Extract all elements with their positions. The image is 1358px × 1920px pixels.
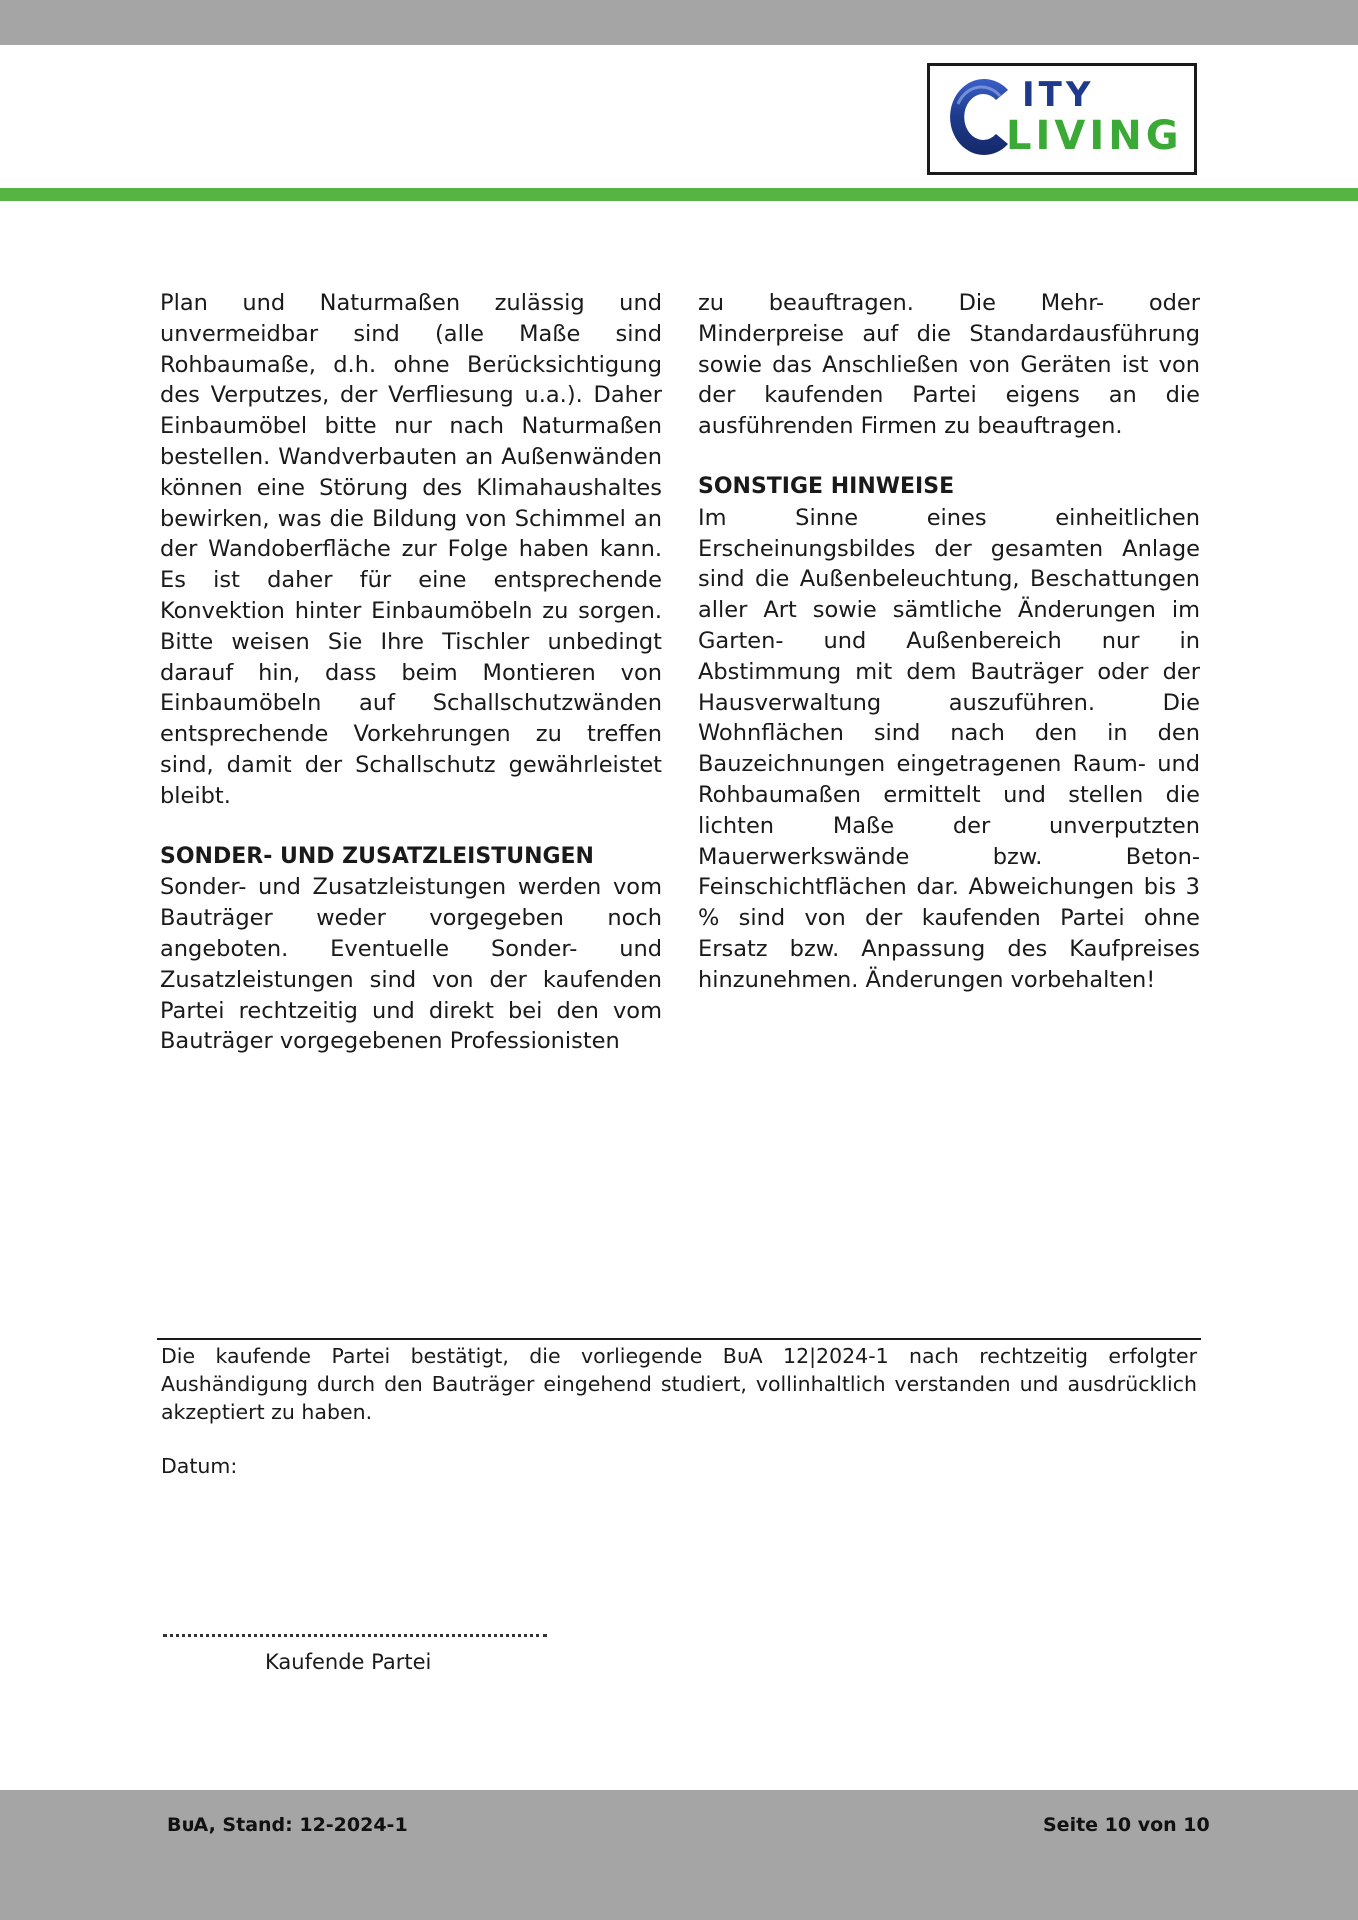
signature-label: Kaufende Partei	[265, 1650, 432, 1674]
confirmation-divider	[157, 1338, 1201, 1340]
right-column	[698, 288, 1200, 996]
footer-document-status: BᴜA, Stand: 12-2024-1	[167, 1814, 408, 1836]
heading-sonstige-hinweise: SONSTIGE HINWEISE	[698, 473, 955, 499]
footer-band	[0, 1790, 1358, 1920]
confirmation-text: Die kaufende Partei bestätigt, die vorliegende BᴜA 12|2024-1 nach rechtzeitig erfolgter Aushändigung durch den Bauträger eingehend studiert, vollinhaltlich verstanden und ausdrücklich akzeptiert zu haben.	[161, 1344, 1197, 1424]
logo-text-living: LIVING	[1006, 113, 1183, 159]
top-band	[0, 0, 1358, 45]
signature-line	[163, 1634, 547, 1637]
heading-sonder-zusatzleistungen: SONDER- UND ZUSATZLEISTUNGEN	[160, 843, 594, 869]
logo-text-ity: ITY	[1022, 75, 1095, 115]
footer-page-number: Seite 10 von 10	[1043, 1814, 1210, 1836]
left-column	[160, 288, 662, 1057]
city-living-logo	[927, 63, 1197, 175]
date-label: Datum:	[161, 1454, 238, 1478]
logo-c-mark	[942, 74, 1014, 160]
sonder-zusatzleistungen-paragraph: Sonder- und Zusatzleistungen werden vom Bauträger weder vorgegeben noch angeboten. Eventuelle Sonder- und Zusatzleistungen sind von der kaufenden Partei rechtzeitig und direkt bei den vom Bauträger vorgegebenen Professionisten	[160, 874, 662, 1055]
header-divider	[0, 188, 1358, 201]
left-intro-paragraph: Plan und Naturmaßen zulässig und unvermeidbar sind (alle Maße sind Rohbaumaße, d.h. ohne Berücksichtigung des Verputzes, der Verfliesung u.a.). Daher Einbaumöbel bitte nur nach Naturmaßen bestellen. Wandverbauten an Außenwänden können eine Störung des Klimahaushaltes bewirken, was die Bildung von Schimmel an der Wandoberfläche zur Folge haben kann. Es ist daher für eine entsprechende Konvektion hinter Einbaumöbeln zu sorgen. Bitte weisen Sie Ihre Tischler unbedingt darauf hin, dass beim Montieren von Einbaumöbeln auf Schallschutzwänden entsprechende Vorkehrungen zu treffen sind, damit der Schallschutz gewährleistet bleibt.	[160, 290, 662, 809]
right-continuation-paragraph: zu beauftragen. Die Mehr- oder Minderpreise auf die Standardausführung sowie das Anschließen von Geräten ist von der kaufenden Partei eigens an die ausführenden Firmen zu beauftragen.	[698, 290, 1200, 440]
sonstige-hinweise-paragraph: Im Sinne eines einheitlichen Erscheinungsbildes der gesamten Anlage sind die Außenbeleuchtung, Beschattungen aller Art sowie sämtliche Änderungen im Garten- und Außenbereich nur in Abstimmung mit dem Bauträger oder der Hausverwaltung auszuführen. Die Wohnflächen sind nach den in den Bauzeichnungen eingetragenen Raum- und Rohbaumaßen ermittelt und stellen die lichten Maße der unverputzten Mauerwerkswände bzw. Beton-Feinschichtflächen dar. Abweichungen bis 3 % sind von der kaufenden Partei ohne Ersatz bzw. Anpassung des Kaufpreises hinzunehmen. Änderungen vorbehalten!	[698, 504, 1200, 993]
